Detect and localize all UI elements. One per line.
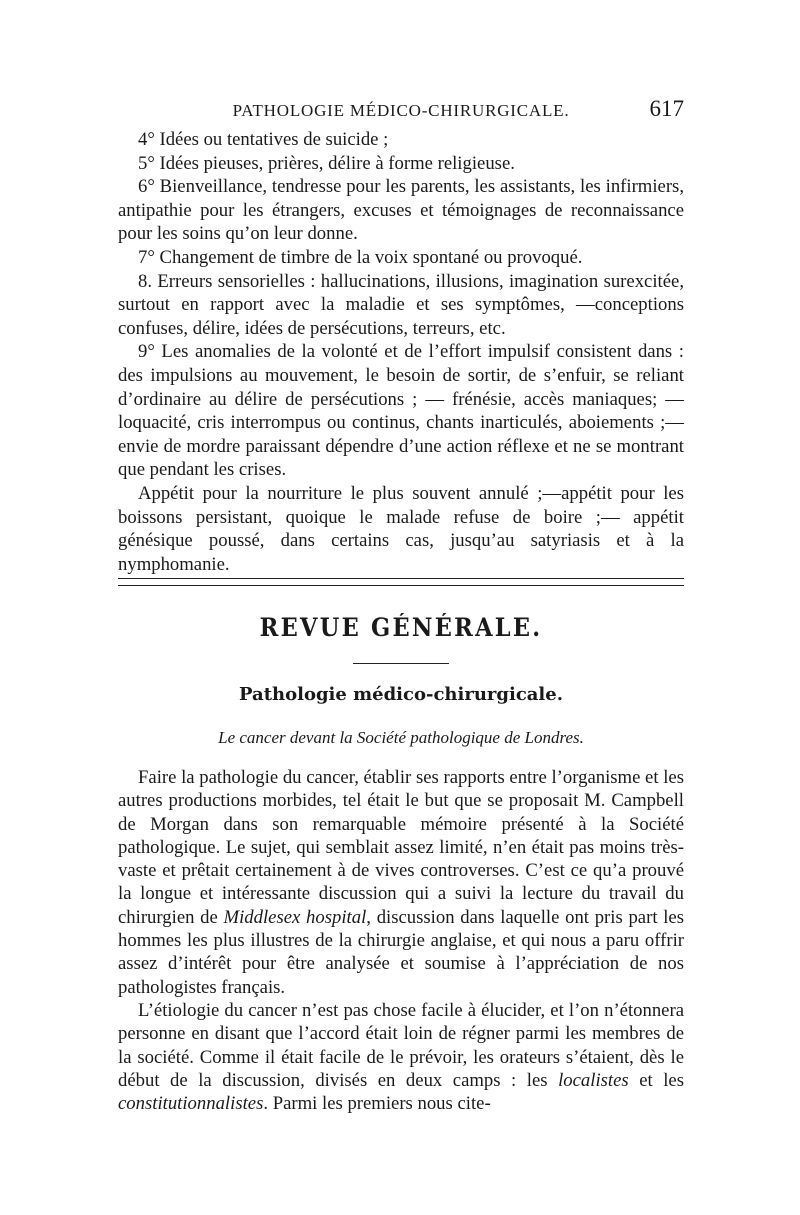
symptom-list <box>118 128 684 576</box>
article-body <box>118 766 684 1115</box>
text-run: L’étiologie du cancer n’est pas chose facile à élucider, et l’on n’étonnera personne en disant que l’accord était loin de régner parmi les membres de la société. Comme il était facile de le prévoir, les orateurs s’étaient, dès le début de la discussion, divisés en deux camps : les <box>118 999 684 1091</box>
text-run: . Parmi les premiers nous cite- <box>263 1093 491 1115</box>
list-item: 9° Les anomalies de la volonté et de l’effort impulsif consistent dans : des impulsions au mouvement, le besoin de sortir, de s’enfuir, se reliant d’ordinaire au délire de persécutions ; — frénésie, accès maniaques; —loquacité, cris interrompus ou continus, chants inarticulés, aboiements ;—envie de mordre paraissant dépendre d’une action réflexe et ne se montrant que pendant les crises. <box>118 341 684 481</box>
list-item: 5° Idées pieuses, prières, délire à forme religieuse. <box>138 152 515 174</box>
text-run: , discussion dans laquelle ont pris part les hommes les plus illustres de la chirurgie anglaise, et qui nous a paru offrir assez d’intérêt pour être analysée et soumise à l’appréciation de nos pathologistes français. <box>118 906 684 998</box>
italic-text: localistes <box>558 1069 629 1091</box>
article-title: Le cancer devant la Société pathologique de Londres. <box>218 728 584 747</box>
section-title: REVUE GÉNÉRALE. <box>259 613 543 642</box>
list-item: 8. Erreurs sensorielles : hallucinations, illusions, imagination surexcitée, surtout en rapport avec la maladie et ses symptômes, —conceptions confuses, délire, idées de persécutions, terreurs, etc. <box>118 270 684 339</box>
list-item: 4° Idées ou tentatives de suicide ; <box>138 129 389 150</box>
text-run: Faire la pathologie du cancer, établir ses rapports entre l’organisme et les autres productions morbides, tel était le but que se proposait M. Campbell de Morgan dans son remarquable mémoire présenté à la Société pathologique. Le sujet, qui semblait assez limité, n’en était pas moins très-vaste et prêtait certainement à de vives controverses. C’est ce qu’a prouvé la longue et intéressante discussion qui a suivi la lecture du travail du chirurgien de <box>118 767 684 928</box>
italic-text: Middlesex hospital <box>223 906 367 928</box>
section-divider <box>118 578 684 586</box>
text-run: et les <box>628 1069 684 1091</box>
list-item: 7° Changement de timbre de la voix spontané ou provoqué. <box>138 246 583 268</box>
subsection-title: Pathologie médico-chirurgicale. <box>238 684 563 705</box>
body-paragraph <box>118 766 684 999</box>
page-number: 617 <box>649 96 684 121</box>
body-paragraph <box>118 999 684 1115</box>
italic-text: constitutionnalistes <box>118 1093 264 1115</box>
list-item: Appétit pour la nourriture le plus souvent annulé ;—appétit pour les boissons persistant, quoique le malade refuse de boire ;— appétit génésique poussé, dans certains cas, jusqu’au satyriasis et à la nymphomanie. <box>118 482 684 575</box>
running-header <box>118 98 684 126</box>
list-item: 6° Bienveillance, tendresse pour les parents, les assistants, les infirmiers, antipathie pour les étrangers, excuses et témoignages de reconnaissance pour les soins qu’on leur donne. <box>118 176 684 245</box>
title-underline <box>353 663 449 664</box>
running-title: PATHOLOGIE MÉDICO-CHIRURGICALE. <box>232 101 570 120</box>
